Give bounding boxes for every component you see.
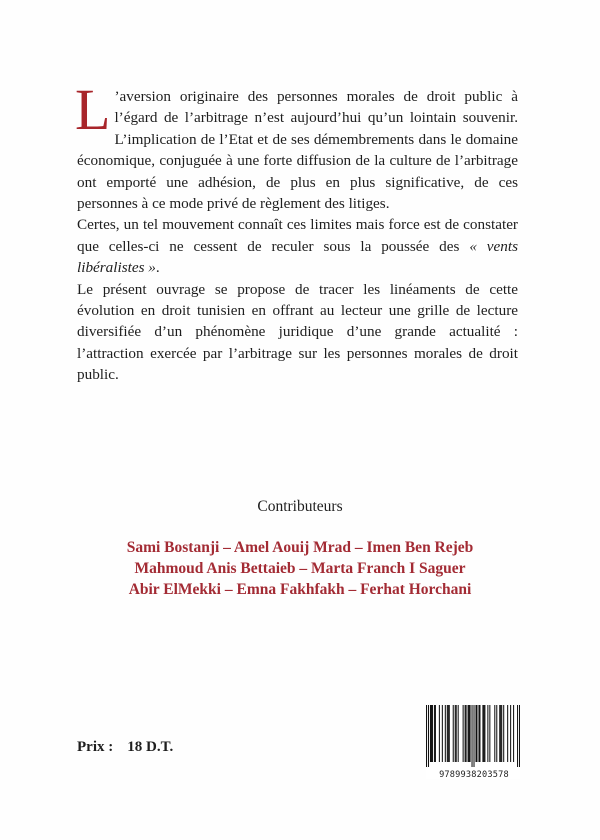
barcode-bar: [499, 705, 500, 762]
summary-text: [75, 77, 518, 386]
price-value: 18 D.T.: [127, 739, 174, 755]
barcode-bar: [465, 705, 466, 762]
barcode-bar: [483, 705, 484, 762]
barcode-bar: [463, 705, 464, 762]
barcode-bar: [434, 705, 435, 762]
barcode-bar: [445, 705, 446, 762]
price: [77, 739, 173, 756]
barcode-bar: [472, 705, 473, 767]
barcode-bar: [430, 705, 431, 762]
summary-paragraph-2: [77, 214, 518, 278]
barcode-bar: [507, 705, 508, 762]
contributors-line: Abir ElMekki – Emna Fakhfakh – Ferhat Horchani: [128, 581, 472, 598]
barcode-bars: [426, 705, 520, 767]
barcode-bar: [476, 705, 477, 762]
barcode-bar: [455, 705, 456, 762]
barcode-bar: [449, 705, 450, 762]
barcode-bar: [426, 705, 427, 767]
barcode-bar: [478, 705, 479, 762]
summary-quote: « vents libéralistes »: [77, 237, 518, 277]
barcode-bar: [489, 705, 490, 762]
barcode-bar: [466, 705, 467, 762]
barcode-bar: [456, 705, 457, 762]
summary-paragraph-1-text: ’aversion originaire des personnes morales de droit public à l’égard de l’arbitrage n’est aujourd’hui qu’un lointain souvenir. L’implication de l’Etat et de ses démembrements dans le domaine économique, conjuguée à une forte diffusion de la culture de l’arbitrage ont emporté une adhésion, de plus en plus significative, de ces personnes à ce mode privé de règlement des litiges.: [77, 88, 518, 213]
barcode-bar: [428, 705, 429, 767]
barcode-bar: [473, 705, 474, 767]
barcode-bar: [458, 705, 459, 762]
contributors-line: Sami Bostanji – Amel Aouij Mrad – Imen Ben Rejeb: [126, 539, 474, 556]
barcode-bar: [468, 705, 469, 762]
drop-cap: L: [75, 77, 111, 142]
contributors-list: [0, 537, 600, 600]
barcode-bar: [479, 705, 480, 762]
barcode-bar: [496, 705, 497, 762]
barcode-bar: [475, 705, 476, 762]
barcode-bar: [503, 705, 504, 762]
summary-paragraph-2-end: .: [155, 259, 160, 277]
barcode-bar: [487, 705, 488, 762]
barcode-bar: [453, 705, 454, 762]
barcode-bar: [432, 705, 433, 762]
barcode-bar: [448, 705, 449, 762]
barcode-bar: [500, 705, 501, 762]
barcode-bar: [519, 705, 520, 767]
summary-paragraph-3: Le présent ouvrage se propose de tracer les linéaments de cette évolution en droit tunisien en offrant au lecteur une grille de lecture diversifiée d’un phénomène juridique d’une grande actualité : l’attraction exercée par l’arbitrage sur les personnes morales de droit public.: [77, 280, 518, 384]
barcode-bar: [447, 705, 448, 762]
price-label: Prix :: [77, 739, 114, 755]
isbn-barcode: [426, 705, 520, 779]
summary-paragraph-2-text: Certes, un tel mouvement connaît ces limites mais force est de constater que celles-ci ne cessent de reculer sous la poussée des: [77, 216, 518, 255]
contributors-line: Mahmoud Anis Bettaieb – Marta Franch I Saguer: [134, 560, 466, 577]
summary-paragraph-1: [75, 77, 518, 214]
barcode-bar: [510, 705, 511, 762]
isbn-number: 9789938203578: [439, 770, 509, 780]
barcode-bar: [439, 705, 440, 762]
barcode-bar: [431, 705, 432, 762]
contributors-heading: Contributeurs: [257, 498, 343, 515]
barcode-bar: [435, 705, 436, 762]
barcode-bar: [470, 705, 471, 762]
barcode-bar: [442, 705, 443, 762]
barcode-bar: [513, 705, 514, 762]
barcode-bar: [501, 705, 502, 762]
barcode-bar: [517, 705, 518, 767]
barcode-bar: [482, 705, 483, 762]
barcode-bar: [484, 705, 485, 762]
barcode-bar: [494, 705, 495, 762]
barcode-bar: [469, 705, 470, 762]
